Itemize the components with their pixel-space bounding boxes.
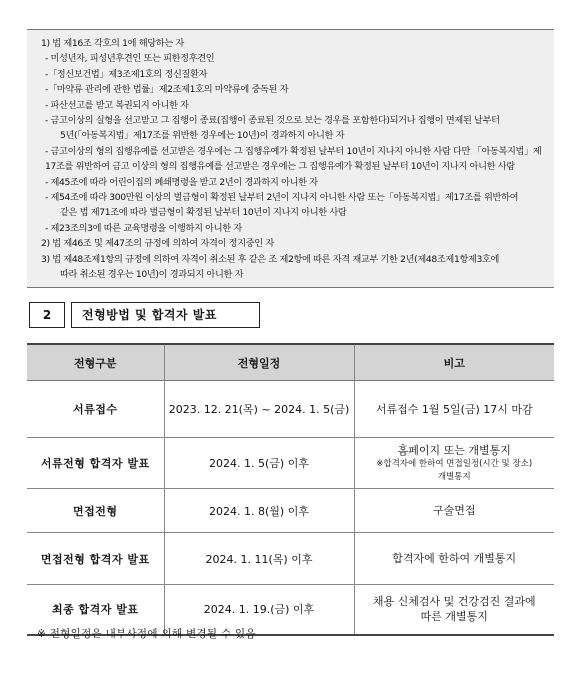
stage-cell: 최종 합격자 발표 (27, 585, 164, 635)
note-cell (354, 489, 554, 533)
qual-line-8: - 금고이상의 형의 집행유예를 선고받은 경우에는 그 집행유예가 확정된 날부터 10년이 지나지 아니한 사람 다만 「아동복지법」제17조를 위반하여 금고 이상의 형의 집행유예를 선고받은 경우에는 그 집행유예가 확정된 날부터 10년이 지나지 아니한 사람 (45, 145, 542, 173)
qual-line-1: 1) 법 제16조 각호의 1에 해당하는 자 (41, 38, 184, 49)
stage-cell: 면접전형 (27, 489, 164, 533)
note-text: 채용 신체검사 및 건강검진 결과에 (372, 595, 536, 609)
table-header-row (27, 344, 554, 381)
qual-line-6: - 금고이상의 실형을 선고받고 그 집행이 종료(집행이 종료된 것으로 보는 경우를 포함한다)되거나 집행이 면제된 날부터 (45, 115, 500, 127)
note-cell (354, 381, 554, 438)
qual-line-2: - 미성년자, 피성년후견인 또는 피한정후견인 (45, 53, 215, 65)
stage-cell: 면접전형 합격자 발표 (27, 533, 164, 585)
note-text: 홈페이지 또는 개별통지 (397, 443, 511, 457)
table-row (27, 381, 554, 438)
note-text: 구술면접 (432, 504, 476, 517)
section-number: 2 (29, 302, 65, 328)
qual-line-13: 2) 법 제46조 및 제47조의 규정에 의하여 자격이 정지중인 자 (41, 238, 274, 250)
schedule-cell: 2024. 1. 11(목) 이후 (164, 533, 354, 585)
schedule-footnote: ※ 전형일정은 내부사정에 의해 변경될 수 있음 (37, 628, 256, 640)
qual-line-15: 따라 취소된 경우는 10년)이 경과되지 아니한 자 (60, 269, 244, 281)
disqualification-list (27, 29, 554, 288)
qual-line-3: -「정신보건법」제3조제1호의 정신질환자 (45, 68, 208, 80)
note-text: 서류접수 1월 5일(금) 17시 마감 (375, 402, 533, 416)
qual-line-10: - 제54조에 따라 300만원 이상의 벌금형이 확정된 날부터 2년이 지나지 아니한 사람 또는「아동복지법」제17조를 위반하여 (45, 192, 519, 204)
table-row (27, 438, 554, 489)
stage-cell: 서류접수 (27, 381, 164, 438)
note-cell (354, 438, 554, 489)
qual-line-5: - 파산선고를 받고 복권되지 아니한 자 (45, 99, 189, 111)
qual-line-4: -「마약류 관리에 관한 법률」제2조제1호의 마약류에 중독된 자 (45, 84, 289, 96)
schedule-cell: 2023. 12. 21(목) ~ 2024. 1. 5(금) (164, 381, 354, 438)
note-text-2: 따른 개별통지 (420, 610, 488, 624)
qual-line-7: 5년(「아동복지법」제17조를 위반한 경우에는 10년)이 경과하지 아니한 자 (60, 130, 345, 142)
note-cell (354, 585, 554, 635)
note-subtext-2: 개별통지 (437, 471, 471, 482)
qual-line-11: 같은 법 제71조에 따라 벌금형이 확정된 날부터 10년이 지나지 아니한 사람 (60, 207, 347, 219)
table-row (27, 489, 554, 533)
header-stage: 전형구분 (27, 344, 164, 381)
note-subtext: ※합격자에 한하여 면접일정(시간 및 장소) (376, 458, 533, 469)
schedule-cell: 2024. 1. 5(금) 이후 (164, 438, 354, 489)
qual-line-9: - 제45조에 따라 어린이집의 폐쇄명령을 받고 2년이 경과하지 아니한 자 (45, 176, 318, 188)
stage-cell: 서류전형 합격자 발표 (27, 438, 164, 489)
schedule-table (27, 343, 554, 636)
table-row (27, 533, 554, 585)
schedule-cell: 2024. 1. 19.(금) 이후 (164, 585, 354, 635)
header-note: 비고 (354, 344, 554, 381)
qual-line-12: - 제23조의3에 따른 교육명령을 이행하지 아니한 자 (45, 222, 242, 234)
section-title: 전형방법 및 합격자 발표 (71, 302, 260, 328)
note-text: 합격자에 한하여 개별통지 (392, 552, 517, 565)
note-cell (354, 533, 554, 585)
qual-line-14: 3) 법 제48조제1항의 규정에 의하여 자격이 취소된 후 같은 조 제2항에 따른 자격 재교부 기한 2년(제48조제1항제3호에 (41, 253, 500, 265)
schedule-cell: 2024. 1. 8(월) 이후 (164, 489, 354, 533)
header-schedule: 전형일정 (164, 344, 354, 381)
